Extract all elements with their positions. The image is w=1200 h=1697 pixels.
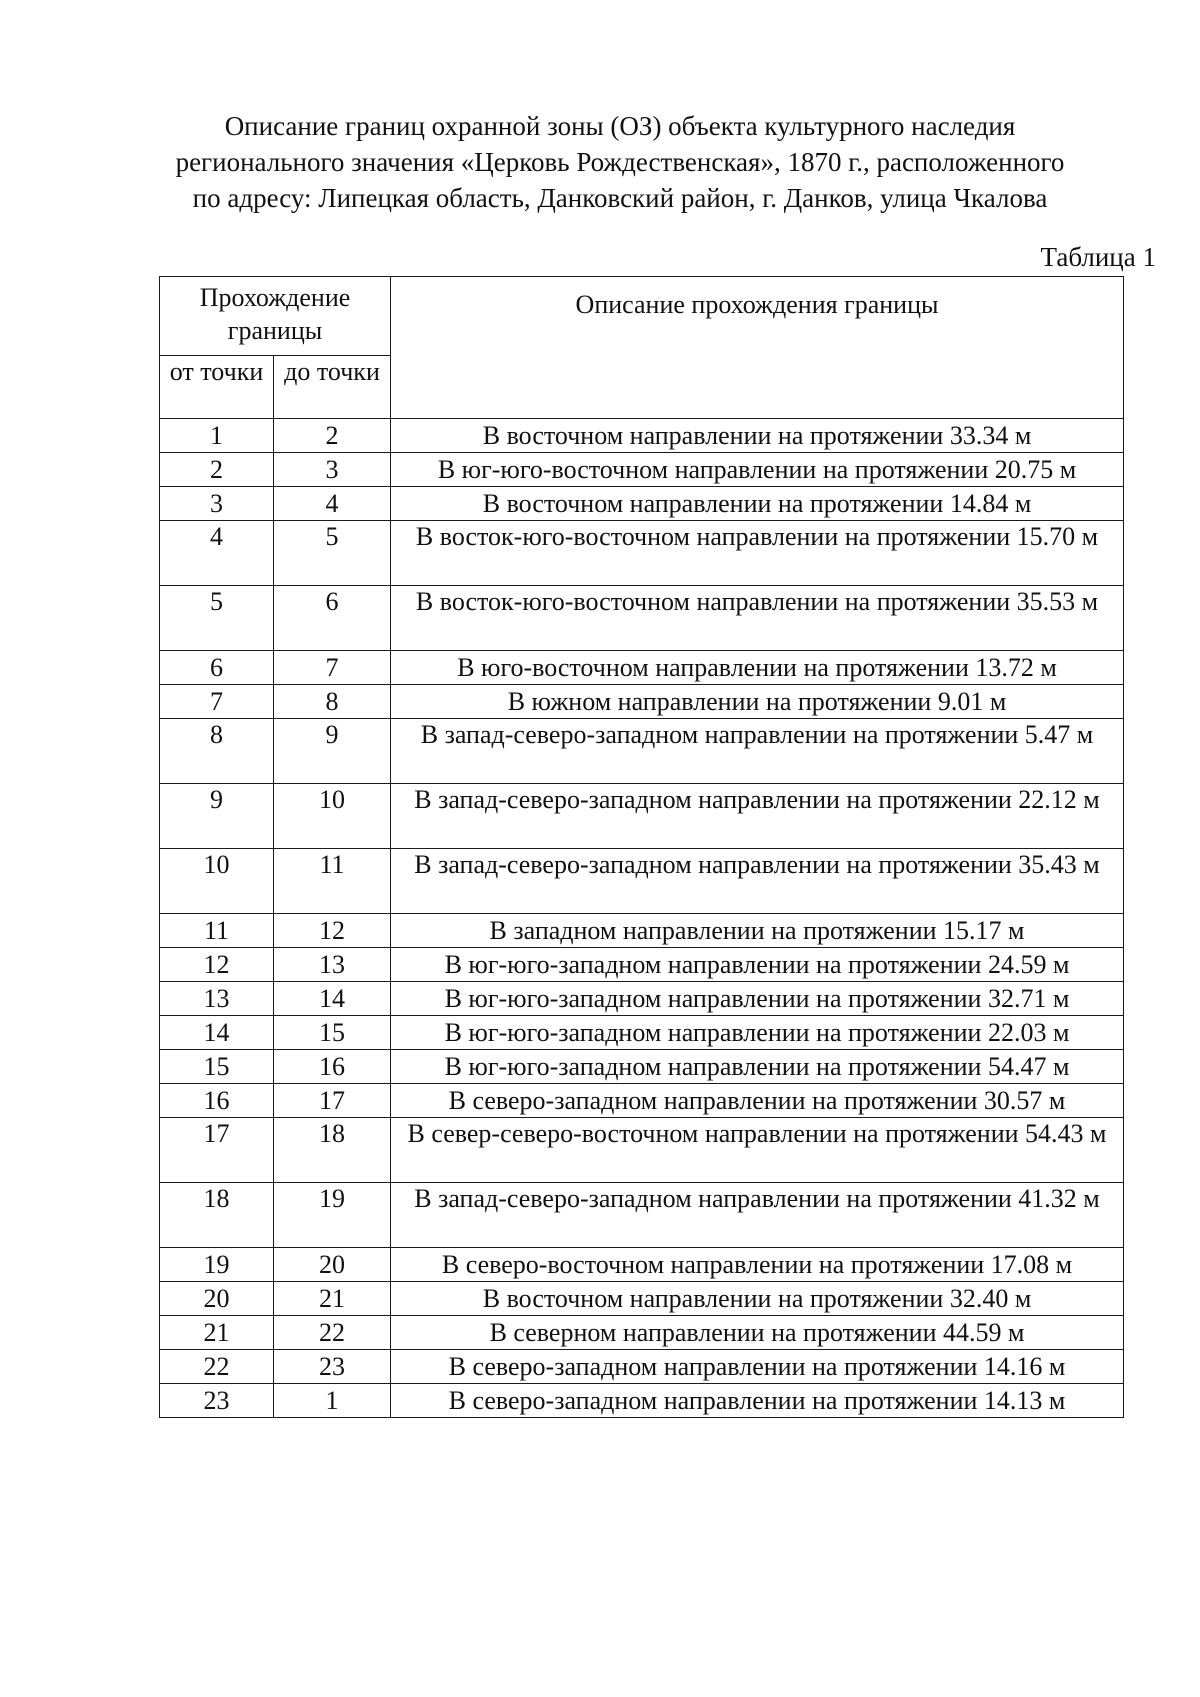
cell-to-point: 16 <box>274 1050 391 1084</box>
cell-description: В западном направлении на протяжении 15.17 м <box>391 914 1124 948</box>
cell-from-point: 4 <box>160 521 274 586</box>
cell-to-point: 14 <box>274 982 391 1016</box>
cell-from-point: 17 <box>160 1118 274 1183</box>
cell-from-point: 19 <box>160 1248 274 1282</box>
table-header-row <box>160 277 1124 356</box>
cell-from-point: 6 <box>160 651 274 685</box>
cell-from-point: 9 <box>160 784 274 849</box>
table-row <box>160 1183 1124 1248</box>
header-to-point: до точки <box>274 356 391 419</box>
cell-description: В восточном направлении на протяжении 33.34 м <box>391 419 1124 453</box>
cell-from-point: 12 <box>160 948 274 982</box>
cell-to-point: 6 <box>274 586 391 651</box>
cell-from-point: 1 <box>160 419 274 453</box>
cell-to-point: 5 <box>274 521 391 586</box>
cell-description: В юг-юго-восточном направлении на протяжении 20.75 м <box>391 453 1124 487</box>
cell-to-point: 4 <box>274 487 391 521</box>
cell-to-point: 10 <box>274 784 391 849</box>
table-row <box>160 1050 1124 1084</box>
cell-to-point: 19 <box>274 1183 391 1248</box>
table-row <box>160 453 1124 487</box>
cell-from-point: 15 <box>160 1050 274 1084</box>
table-row <box>160 685 1124 719</box>
cell-from-point: 23 <box>160 1384 274 1418</box>
cell-description: В юг-юго-западном направлении на протяжении 22.03 м <box>391 1016 1124 1050</box>
table-row <box>160 948 1124 982</box>
cell-to-point: 17 <box>274 1084 391 1118</box>
cell-description: В восток-юго-восточном направлении на протяжении 35.53 м <box>391 586 1124 651</box>
cell-description: В юг-юго-западном направлении на протяжении 32.71 м <box>391 982 1124 1016</box>
cell-from-point: 14 <box>160 1016 274 1050</box>
table-row <box>160 1350 1124 1384</box>
boundary-table <box>159 276 1124 1418</box>
cell-description: В юг-юго-западном направлении на протяжении 54.47 м <box>391 1050 1124 1084</box>
cell-description: В восток-юго-восточном направлении на протяжении 15.70 м <box>391 521 1124 586</box>
cell-from-point: 5 <box>160 586 274 651</box>
cell-description: В северо-западном направлении на протяжении 14.13 м <box>391 1384 1124 1418</box>
cell-to-point: 23 <box>274 1350 391 1384</box>
cell-from-point: 18 <box>160 1183 274 1248</box>
cell-to-point: 15 <box>274 1016 391 1050</box>
table-row <box>160 1016 1124 1050</box>
cell-from-point: 10 <box>160 849 274 914</box>
cell-from-point: 20 <box>160 1282 274 1316</box>
cell-to-point: 22 <box>274 1316 391 1350</box>
table-row <box>160 586 1124 651</box>
header-boundary-group: Прохождение границы <box>160 277 391 356</box>
cell-to-point: 9 <box>274 719 391 784</box>
table-row <box>160 1118 1124 1183</box>
table-row <box>160 719 1124 784</box>
cell-to-point: 18 <box>274 1118 391 1183</box>
cell-from-point: 21 <box>160 1316 274 1350</box>
cell-to-point: 11 <box>274 849 391 914</box>
title-line: регионального значения «Церковь Рождественская», 1870 г., расположенного <box>175 147 1065 177</box>
cell-description: В запад-северо-западном направлении на протяжении 35.43 м <box>391 849 1124 914</box>
table-row <box>160 982 1124 1016</box>
table-row <box>160 914 1124 948</box>
cell-description: В северо-западном направлении на протяжении 14.16 м <box>391 1350 1124 1384</box>
table-row <box>160 651 1124 685</box>
cell-from-point: 3 <box>160 487 274 521</box>
cell-from-point: 16 <box>160 1084 274 1118</box>
cell-description: В северо-западном направлении на протяжении 30.57 м <box>391 1084 1124 1118</box>
cell-description: В восточном направлении на протяжении 32.40 м <box>391 1282 1124 1316</box>
cell-from-point: 13 <box>160 982 274 1016</box>
table-row <box>160 419 1124 453</box>
cell-from-point: 8 <box>160 719 274 784</box>
cell-description: В северо-восточном направлении на протяжении 17.08 м <box>391 1248 1124 1282</box>
cell-to-point: 3 <box>274 453 391 487</box>
cell-description: В северном направлении на протяжении 44.59 м <box>391 1316 1124 1350</box>
cell-description: В запад-северо-западном направлении на протяжении 41.32 м <box>391 1183 1124 1248</box>
header-from-point: от точки <box>160 356 274 419</box>
table-row <box>160 1316 1124 1350</box>
header-description: Описание прохождения границы <box>391 277 1124 419</box>
cell-description: В восточном направлении на протяжении 14.84 м <box>391 487 1124 521</box>
cell-description: В юго-восточном направлении на протяжении 13.72 м <box>391 651 1124 685</box>
cell-description: В юг-юго-западном направлении на протяжении 24.59 м <box>391 948 1124 982</box>
cell-to-point: 21 <box>274 1282 391 1316</box>
cell-from-point: 7 <box>160 685 274 719</box>
cell-description: В север-северо-восточном направлении на протяжении 54.43 м <box>391 1118 1124 1183</box>
cell-to-point: 8 <box>274 685 391 719</box>
table-row <box>160 784 1124 849</box>
cell-from-point: 22 <box>160 1350 274 1384</box>
table-row <box>160 1248 1124 1282</box>
cell-to-point: 2 <box>274 419 391 453</box>
title-line: по адресу: Липецкая область, Данковский район, г. Данков, улица Чкалова <box>192 183 1048 213</box>
cell-to-point: 7 <box>274 651 391 685</box>
table-row <box>160 1084 1124 1118</box>
cell-to-point: 13 <box>274 948 391 982</box>
cell-description: В запад-северо-западном направлении на протяжении 22.12 м <box>391 784 1124 849</box>
table-row <box>160 1384 1124 1418</box>
cell-from-point: 11 <box>160 914 274 948</box>
document-title <box>150 108 1090 216</box>
cell-from-point: 2 <box>160 453 274 487</box>
table-row <box>160 849 1124 914</box>
cell-to-point: 1 <box>274 1384 391 1418</box>
table-row <box>160 521 1124 586</box>
table-label: Таблица 1 <box>1040 242 1156 272</box>
cell-description: В запад-северо-западном направлении на протяжении 5.47 м <box>391 719 1124 784</box>
table-row <box>160 1282 1124 1316</box>
cell-to-point: 20 <box>274 1248 391 1282</box>
table-row <box>160 487 1124 521</box>
cell-to-point: 12 <box>274 914 391 948</box>
cell-description: В южном направлении на протяжении 9.01 м <box>391 685 1124 719</box>
title-line: Описание границ охранной зоны (ОЗ) объекта культурного наследия <box>224 111 1016 141</box>
